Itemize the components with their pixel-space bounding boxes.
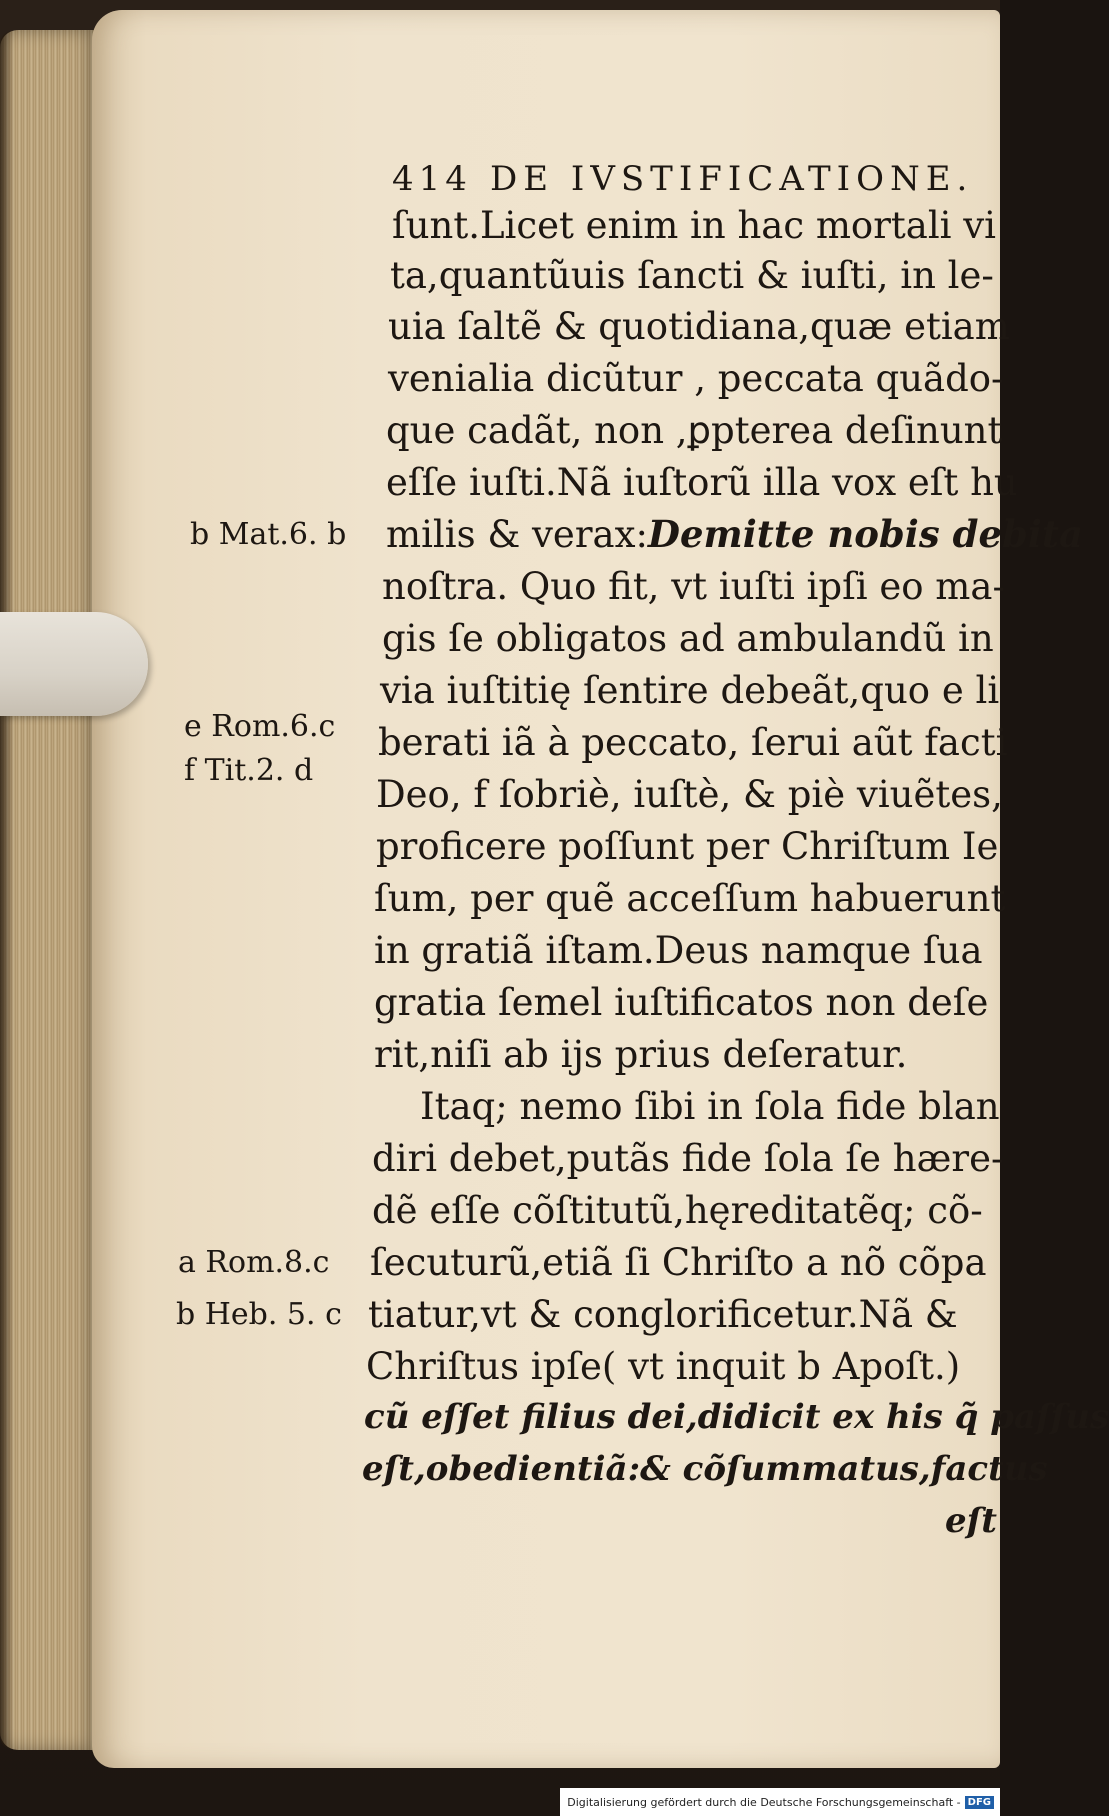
margin-note: e Rom.6.c xyxy=(184,709,336,744)
body-line: ſum, per quẽ acceſſum habuerunt xyxy=(374,877,1006,920)
body-line: gis ſe obligatos ad ambulandũ in xyxy=(382,617,994,660)
running-title: DE IVSTIFICATIONE. xyxy=(490,159,974,199)
book-fore-edge xyxy=(0,30,100,1750)
body-line: ſunt.Licet enim in hac mortali vi xyxy=(392,204,996,247)
body-line: venialia dicũtur , peccata quãdo- xyxy=(388,357,1004,400)
body-line xyxy=(386,512,1083,556)
body-line: berati iã à peccato, ſerui aũt facti xyxy=(378,721,1008,764)
bookmark-tab xyxy=(0,612,148,716)
body-line: noſtra. Quo fit, vt iuſti ipſi eo ma- xyxy=(382,565,1005,608)
body-line: ta,quantũuis ſancti & iuſti, in le- xyxy=(390,254,994,297)
body-line: diri debet,putãs fide ſola ſe hære- xyxy=(372,1137,1004,1180)
body-line: Deo, f ſobriè, iuſtè, & piè viuẽtes, xyxy=(376,773,1003,816)
body-line: dẽ eſſe cõſtitutũ,hęreditatẽq; cõ- xyxy=(372,1189,983,1232)
catchword: eſt xyxy=(945,1501,997,1541)
body-line: proficere poſſunt per Chriſtum Ie xyxy=(376,825,999,868)
dfg-logo: DFG xyxy=(965,1796,994,1809)
italic-quote: eſt,obedientiã:& cõſummatus,factus xyxy=(362,1449,1048,1489)
margin-note: b Mat.6. b xyxy=(190,517,347,552)
digitization-credit xyxy=(560,1788,1000,1816)
body-line: tiatur,vt & conglorificetur.Nã & xyxy=(368,1293,958,1336)
body-line: Chriſtus ipſe( vt inquit b Apoſt.) xyxy=(366,1345,961,1388)
fore-edge-shadow xyxy=(0,30,14,1750)
body-line: que cadãt, non ,ꝑpterea deſinunt xyxy=(386,409,1003,452)
italic-quote: Demitte nobis debita xyxy=(647,512,1083,556)
margin-note: b Heb. 5. c xyxy=(176,1297,342,1332)
body-line: in gratiã iſtam.Deus namque ſua xyxy=(374,929,983,972)
body-line: via iuſtitię ſentire debeãt,quo e li xyxy=(380,669,1000,712)
body-line: gratia ſemel iuſtificatos non deſe xyxy=(374,981,989,1024)
body-line: ſecuturũ,etiã ſi Chriſto a nõ cõpa xyxy=(370,1241,987,1284)
body-line: rit,niſi ab ijs prius deſeratur. xyxy=(374,1033,908,1076)
page-number: 414 xyxy=(392,159,472,199)
margin-note: f Tit.2. d xyxy=(184,753,314,788)
italic-quote: cũ eſſet filius dei,didicit ex his q̃ paſſus xyxy=(364,1397,1109,1437)
margin-note: a Rom.8.c xyxy=(178,1245,330,1280)
body-line: eſſe iuſti.Nã iuſtorũ illa vox eſt hu xyxy=(386,461,1018,504)
body-line: Itaq; nemo ſibi in ſola fide blan xyxy=(420,1085,1000,1128)
credit-text: Digitalisierung gefördert durch die Deutsche Forschungsgemeinschaft - xyxy=(567,1795,961,1809)
body-line: uia ſaltẽ & quotidiana,quæ etiam xyxy=(388,305,1010,348)
body-line-text: milis & verax: xyxy=(386,513,648,556)
